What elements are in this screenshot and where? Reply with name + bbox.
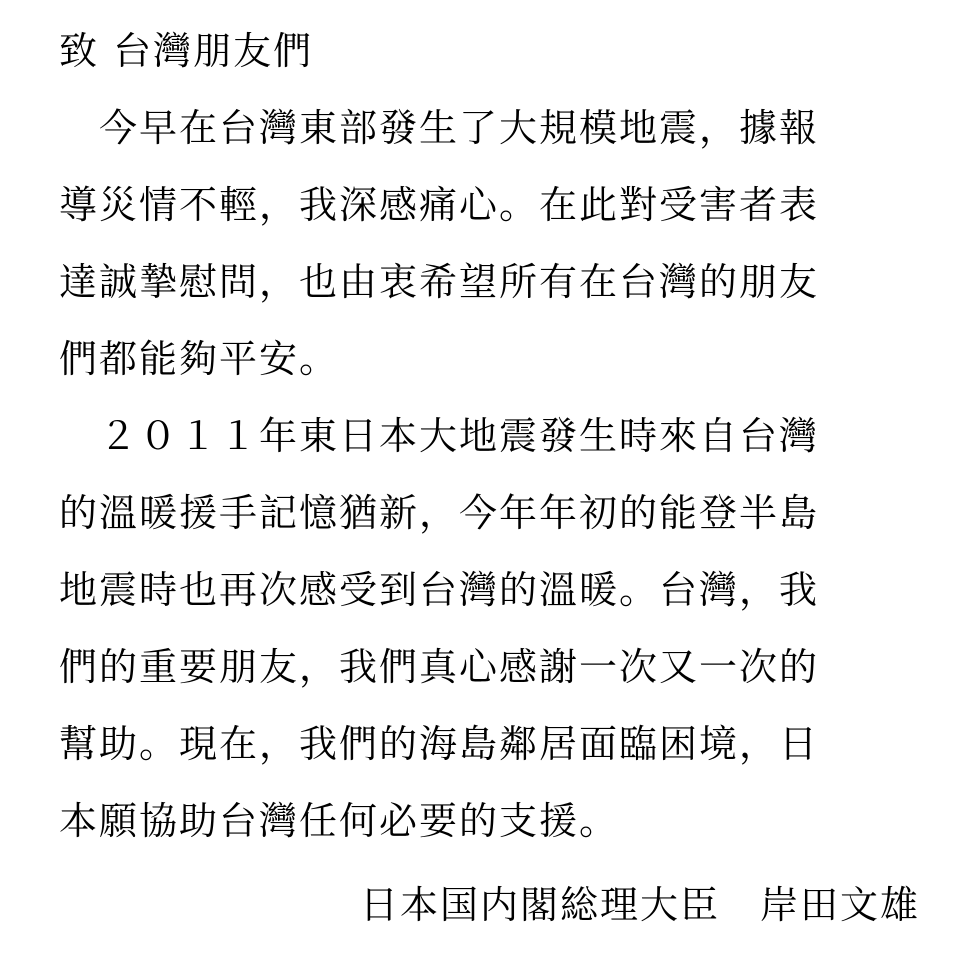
paragraph1-line-1: 今早在台灣東部發生了大規模地震，據報	[59, 106, 820, 150]
paragraph2-line-3: 地震時也再次感受到台灣的溫暖。台灣，我	[59, 568, 820, 612]
salutation: 致 台灣朋友們	[59, 29, 314, 73]
paragraph1-line-3: 達誠摯慰問，也由衷希望所有在台灣的朋友	[59, 260, 820, 304]
paragraph1-line-2: 導災情不輕，我深感痛心。在此對受害者表	[59, 183, 820, 227]
paragraph2-line-2: 的溫暖援手記憶猶新，今年年初的能登半島	[59, 491, 820, 535]
paragraph2-line-4: 們的重要朋友，我們真心感謝一次又一次的	[59, 645, 820, 689]
paragraph2-line-1: ２０１１年東日本大地震發生時來自台灣	[59, 414, 820, 458]
paragraph2-line-5: 幫助。現在，我們的海島鄰居面臨困境，日	[59, 722, 820, 766]
paragraph2-line-6: 本願協助台灣任何必要的支援。	[59, 799, 620, 843]
signature: 日本国内閣総理大臣 岸田文雄	[359, 883, 920, 927]
paragraph1-line-4: 們都能夠平安。	[59, 337, 340, 381]
